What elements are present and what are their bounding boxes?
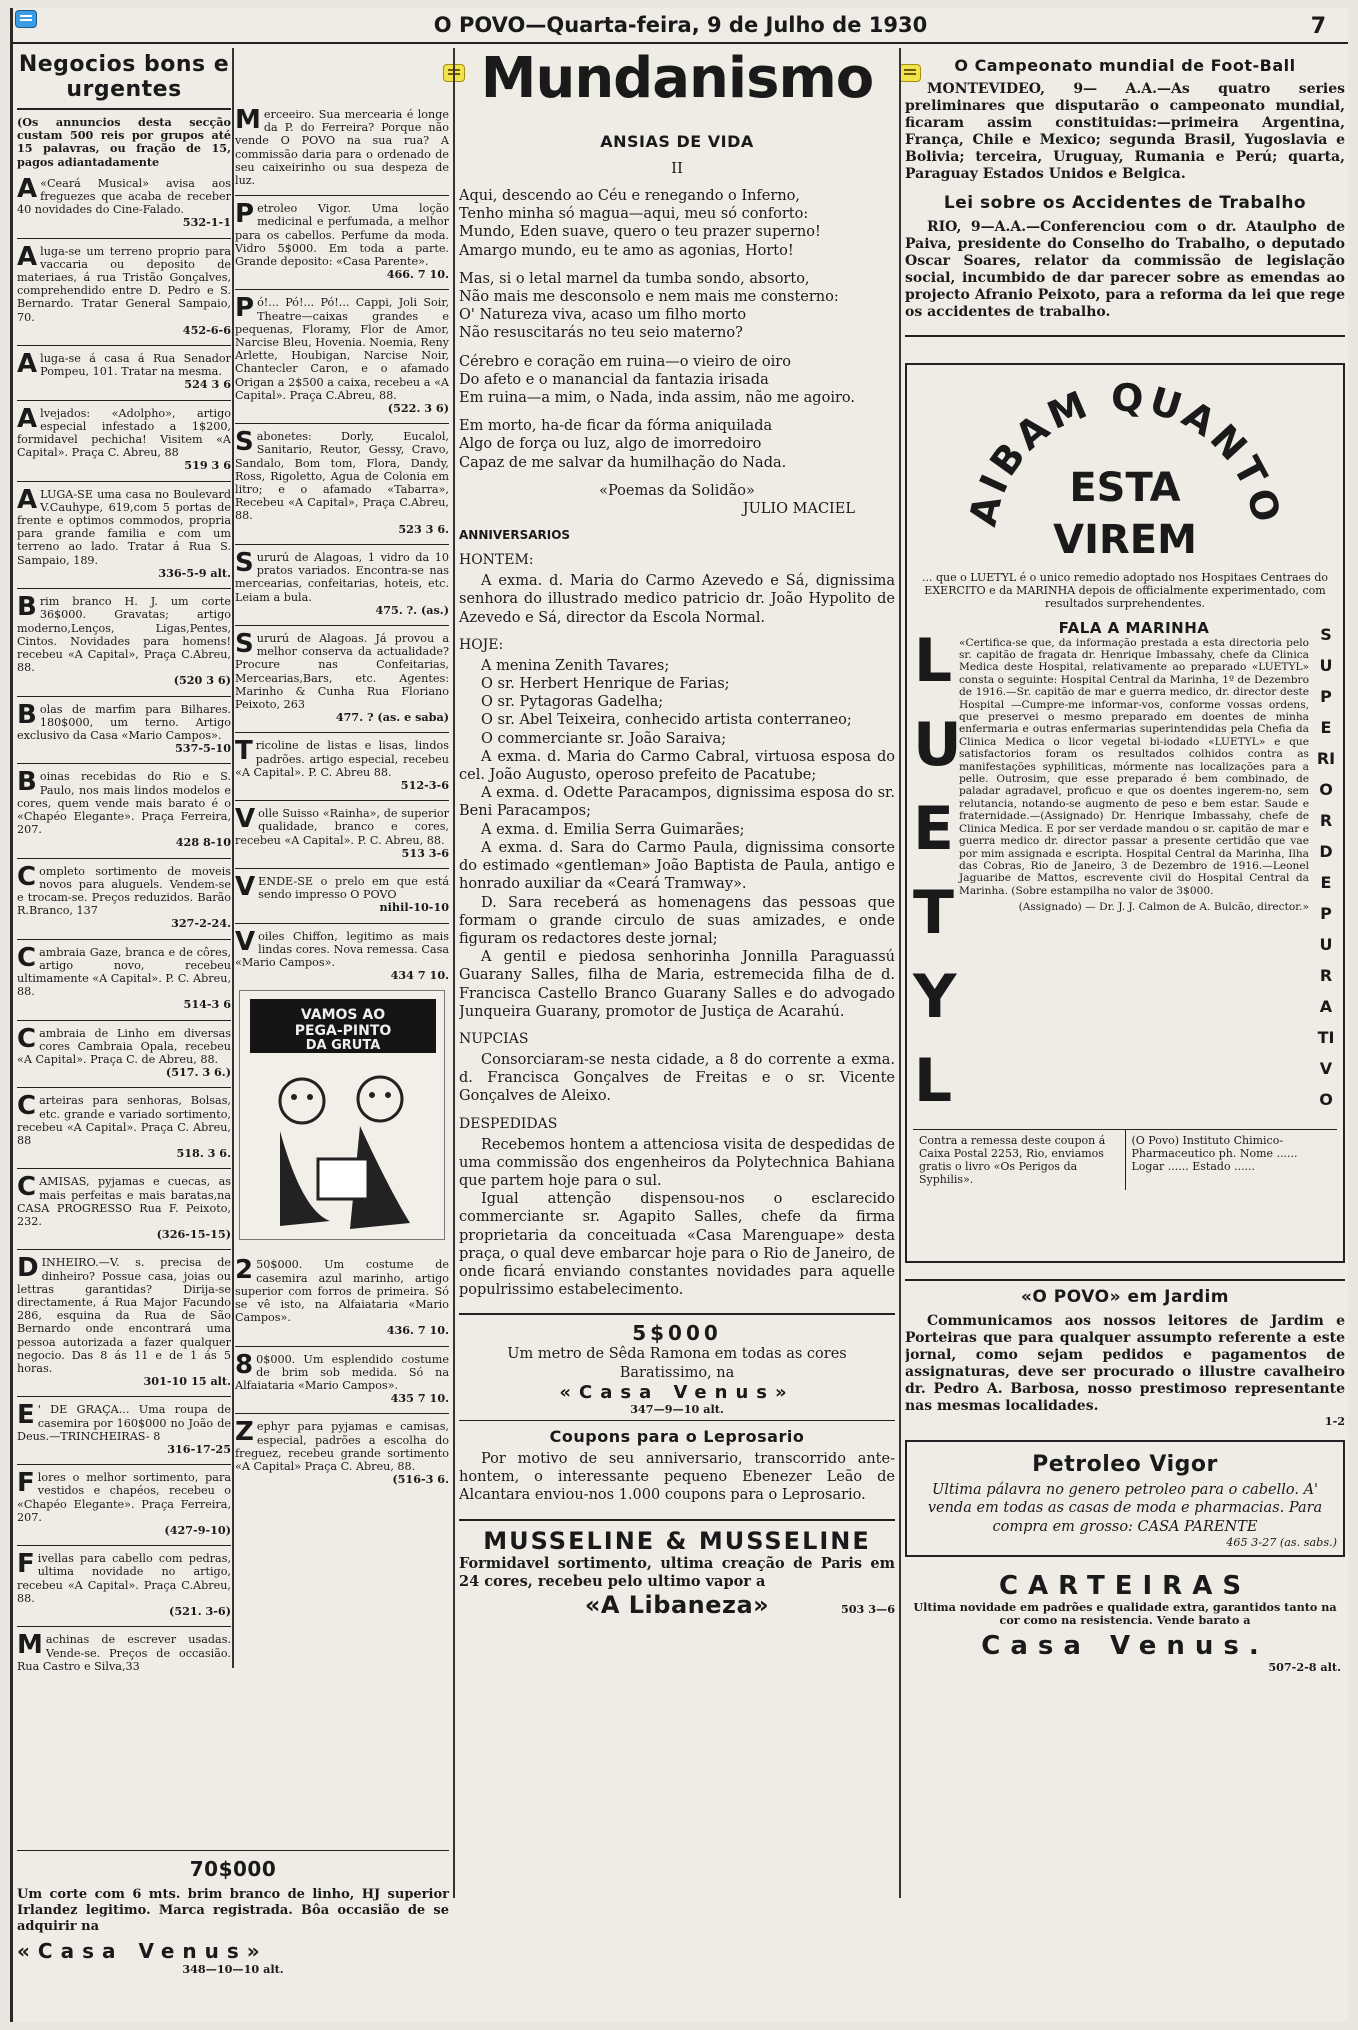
anniversary-item: O sr. Herbert Henrique de Farias; <box>481 676 730 693</box>
ad-initial: A <box>17 173 38 204</box>
ad-initial: D <box>17 1253 39 1284</box>
divider <box>17 1249 231 1250</box>
ad-initial: E <box>17 1400 35 1431</box>
article-title: «O POVO» em Jardim <box>1020 1287 1230 1307</box>
article-body: Communicamos aos nossos leitores de Jardim e Porteiras que para qualquer assumpto referente a este jornal, como sejam pedidos e pagamentos de assignaturas, deve ser procurado o illustre cavalheiro dr. Pedro A. Barbosa, nosso prestimoso representante nas mesmas localidades. <box>905 1313 1345 1414</box>
ad-initial: B <box>17 592 37 623</box>
classified-ad <box>17 173 231 230</box>
ad-text: luga-se á casa á Rua Senador Pompeu, 101. Tratar na mesma. <box>40 352 231 379</box>
ad-text: ambraia de Linho em diversas cores Cambraia Opala, recebeu «A Capital». Praça C. de Abreu, 88. <box>17 1026 231 1066</box>
ad-shop-name: «Casa Venus» <box>559 1381 795 1403</box>
ad-ref: 507-2-8 alt. <box>1268 1660 1341 1675</box>
divider <box>235 544 449 545</box>
ad-ref: 434 7 10. <box>390 968 449 983</box>
ad-ref: (520 3 6) <box>173 673 231 688</box>
ad-text: LUGA-SE uma casa no Boulevard V.Cauhype, 619,com 5 portas de frente e optimos commodos, propria para grande familia e com um terreno ao lado. Tratar á Rua S. Sampaio, 189. <box>17 487 231 567</box>
classified-ad <box>17 1253 231 1389</box>
divider <box>17 238 231 239</box>
ad-initial: S <box>235 547 254 578</box>
ad-ref: 523 3 6. <box>398 521 449 536</box>
ad-ref: 503 3—6 <box>840 1601 895 1616</box>
luetyl-vertical-tagline: SUPERIOR DEPURATIVO <box>1316 624 1336 1109</box>
luetyl-vertical-word: LUETYL <box>913 625 962 1116</box>
anniversary-item: A exma. d. Maria do Carmo Cabral, virtuosa esposa do cel. João Augusto, operoso prefeito de Pacatube; <box>459 748 895 784</box>
classified-ad <box>235 804 449 860</box>
divider <box>235 732 449 733</box>
ad-text: INHEIRO.—V. s. precisa de dinheiro? Possue casa, joias ou lettras garantidas? Dirija-se directamente, á Rua Major Facundo 286, esquina da Rua de São Bernardo onde encontrará uma pessoa autorizada a fazer qualquer negocio. Das 8 ás 11 e de 1 ás 5 horas. <box>17 1256 231 1376</box>
classified-ad <box>235 547 449 617</box>
ad-ref: 301-10 15 alt. <box>143 1374 231 1389</box>
ad-title: Petroleo Vigor <box>1032 1452 1218 1478</box>
despedidas-body <box>459 1136 895 1300</box>
divider <box>17 1087 231 1088</box>
divider <box>17 696 231 697</box>
ad-intro: ... que o LUETYL é o unico remedio adoptado nos Hospitaes Centraes do EXERCITO e da MARINHA depois de officialmente experimentado, com resultados surprehendentes. <box>922 571 1328 611</box>
ad-ref: 477. ? (as. e saba) <box>335 710 449 725</box>
social-column <box>459 48 895 2018</box>
divider <box>17 588 231 589</box>
ad-ref: (516-3 6. <box>392 1472 449 1487</box>
poem-number: II <box>671 159 683 177</box>
divider <box>459 1313 895 1315</box>
divider <box>905 1279 1345 1281</box>
divider <box>17 108 231 110</box>
ad-ref: 428 8-10 <box>175 835 231 850</box>
ad-ref: (517. 3 6.) <box>165 1065 231 1080</box>
anniversary-item: A exma. d. Sara do Carmo Paula, dignissima consorte do estimado «gentleman» João Baptista de Paula, antigo e honrado auxiliar da «Ceará Tramway». <box>459 839 895 893</box>
ad-ref: 518. 3 6. <box>176 1146 231 1161</box>
casa-venus-ad <box>17 1846 449 1976</box>
mail-coupon[interactable] <box>913 1129 1337 1190</box>
ad-text: 0$000. Um esplendido costume de brim sob medida. Só na Alfaiataria «Mario Campos». <box>235 1352 449 1392</box>
classified-ad <box>235 871 449 915</box>
poem-author: JULIO MACIEL <box>742 501 855 518</box>
divider <box>235 423 449 424</box>
classified-ad <box>17 1023 231 1080</box>
ad-ref: 513 3-6 <box>401 845 449 860</box>
ad-ref: 519 3 6 <box>184 458 231 473</box>
classified-ad <box>235 199 449 282</box>
ad-text: Um metro de Sêda Ramona em todas as cores Baratissimo, na <box>507 1346 847 1381</box>
ad-text: etroleo Vigor. Uma loção medicinal e perfumada, a melhor para os cabellos. Perfume da moda. Vidro 5$000. Em toda a parte. Grande deposito: «Casa Parente». <box>235 202 449 269</box>
classified-ad <box>17 1630 231 1673</box>
divider <box>17 1020 231 1021</box>
ad-ref: 537-5-10 <box>175 741 231 756</box>
page-number: 7 <box>1310 14 1326 39</box>
ad-text: ivellas para cabello com pedras, ultima novidade no artigo, recebeu «A Capital». Praça C.Abreu, 88. <box>17 1552 231 1605</box>
anniversary-item: O sr. Abel Teixeira, conhecido artista conterraneo; <box>481 712 852 729</box>
stamp-middle-text: ESTA <box>1069 465 1181 511</box>
divider <box>17 1168 231 1169</box>
classifieds-column <box>17 48 231 1878</box>
classified-ad <box>17 241 231 337</box>
divider <box>17 1850 449 1851</box>
classified-ad <box>235 293 449 416</box>
divider <box>235 1346 449 1347</box>
ad-text: Um corte com 6 mts. brim branco de linho, HJ superior Irlandez legitimo. Marca registrada. Bôa occasião de se adquirir na <box>17 1887 449 1934</box>
ad-text: Ultima pálavra no genero petroleo para o cabello. A' venda em todas as casas de moda e pharmacias. Para compra em grosso: CASA PARENTE <box>927 1482 1323 1535</box>
divider <box>235 868 449 869</box>
classified-ad <box>17 1549 231 1619</box>
article-title: Lei sobre os Accidentes de Trabalho <box>943 193 1307 213</box>
article-body: RIO, 9—A.A.—Conferenciou com o dr. Ataulpho de Paiva, presidente do Conselho do Trabalho, o deputado Oscar Soares, relator da commissão de legislação social, incumbido de dar parecer sobre as emendas ao projecto Afranio Peixoto, para a reforma da lei que rege os accidentes de trabalho. <box>905 219 1345 320</box>
ad-initial: P <box>235 199 255 230</box>
ad-initial: V <box>235 926 256 957</box>
divider <box>17 1464 231 1465</box>
poem-body <box>459 187 895 472</box>
ad-shop-name: «A Libaneza» <box>584 1590 770 1619</box>
divider <box>235 289 449 290</box>
ad-text: erceeiro. Sua mercearia é longe da P. do Ferreira? Porque não vende O POVO na sua rua? A commissão daria para o ordenado de seu caixeirinho ou sua despeza de luz. <box>235 108 449 188</box>
ad-text: ricoline de listas e lisas, lindos padrões. artigo especial, recebeu «A Capital». P. C. Abreu 88. <box>235 739 449 779</box>
divider <box>459 1519 895 1521</box>
article-title: O Campeonato mundial de Foot-Ball <box>954 56 1296 75</box>
illustration-caption-line: DA GRUTA <box>305 1038 381 1054</box>
ad-ref: 348—10—10 alt. <box>182 1962 284 1976</box>
section-label: NUPCIAS <box>459 1030 529 1047</box>
ad-initial: A <box>17 349 38 380</box>
ad-ref: nihil-10-10 <box>379 900 449 915</box>
masthead-line: O POVO—Quarta-feira, 9 de Julho de 1930 <box>433 13 928 37</box>
anniversary-item: O commerciante sr. João Saraiva; <box>481 730 727 747</box>
ad-text: oiles Chiffon, legitimo as mais lindas cores. Nova remessa. Casa «Mario Campos». <box>235 929 449 969</box>
classified-ad <box>235 1255 449 1338</box>
ad-ref: (326-15-15) <box>156 1227 231 1242</box>
illustration-caption-line: PEGA-PINTO <box>294 1023 392 1040</box>
classified-ad <box>235 1417 449 1487</box>
ad-title: CARTEIRAS <box>998 1571 1252 1602</box>
ad-initial: F <box>17 1549 35 1580</box>
section-label: HONTEM: <box>459 552 534 569</box>
petroleo-vigor-ad <box>905 1440 1345 1557</box>
classified-ad <box>17 349 231 392</box>
ad-text: olle Suisso «Rainha», de superior qualidade, branco e cores, recebeu «A Capital». P. C. Abreu, 88. <box>235 807 449 847</box>
classified-ad <box>17 1091 231 1161</box>
ad-text: olas de marfim para Bilhares. 180$000, um terno. Artigo exclusivo da Casa «Mario Campos». <box>17 702 231 742</box>
coupon-form: (O Povo) Instituto Chimico-Pharmaceutico ph. Nome ...... Logar ...... Estado ...... <box>1125 1130 1338 1190</box>
divider <box>905 335 1345 337</box>
anniversary-item: A exma. d. Odette Paracampos, dignissima esposa do sr. Beni Paracampos; <box>459 785 895 820</box>
ad-initial: A <box>17 403 38 434</box>
divider <box>17 345 231 346</box>
classified-ad <box>17 592 231 688</box>
ad-ref: 436. 7 10. <box>386 1323 449 1338</box>
divider <box>235 625 449 626</box>
ad-text: ururú de Alagoas. Já provou a melhor conserva da actualidade? Procure nas Confeitarias, Mercearias,Bars, etc. Agentes: Marinho & Cunha Rua Floriano Peixoto, 263 <box>235 631 449 711</box>
ad-shop-name: Casa Venus. <box>981 1631 1269 1662</box>
anniversary-list <box>459 657 895 1021</box>
column-divider <box>453 48 455 1898</box>
column-divider <box>232 48 234 1668</box>
poem-stanza: Aqui, descendo ao Céu e renegando o Inferno, Tenho minha só magua—aqui, meu só conforto: Mundo, Eden suave, quero o teu prazer superno! Amargo mundo, eu te amo as agonias, Horto! <box>459 188 821 259</box>
ad-initial: B <box>17 699 37 730</box>
ad-initial: C <box>17 1091 37 1122</box>
ad-ref: 512-3-6 <box>400 777 449 792</box>
page-title: Mundanismo <box>480 48 874 111</box>
classified-ad <box>235 1349 449 1406</box>
ad-text: oinas recebidas do Rio e S. Paulo, nos mais lindos modelos e cores, quem vende mais barato é o «Chapéo Elegante». Praça Ferreira, 207. <box>17 770 231 837</box>
classified-ad <box>17 942 231 1012</box>
ad-text: rim branco H. J. um corte 36$000. Gravatas; artigo moderno,Lenços, Ligas,Pentes, Cintos. Novidades para homens! recebeu «A Capital», Praça C.Abreu, 88. <box>17 595 231 675</box>
anniversary-item: A gentil e piedosa senhorinha Jonnilla Paraguassú Guarany Salles, filha de Maria, estremecida filha de d. Francisca Castello Branco Guarany Salles e do advogado Junqueira Guarany, promotor de Justiça de Acarahú. <box>459 949 895 1020</box>
ad-text: luga-se um terreno proprio para vaccaria ou deposito de materiaes, á rua Tristão Gonçalves, comprehendido entre D. Pedro e S. Bernardo. Tratar General Sampaio, 70. <box>17 244 231 324</box>
ad-initial: M <box>235 105 261 135</box>
ad-ref: (522. 3 6) <box>387 401 449 416</box>
ad-ref: 465 3-27 (as. sabs.) <box>1226 1535 1337 1549</box>
cartoon-illustration <box>239 990 445 1240</box>
newspaper-page <box>10 8 1348 2022</box>
ad-ref: 452-6-6 <box>182 322 231 337</box>
article-body: Por motivo de seu anniversario, transcorrido ante-hontem, o interessante pequeno Ebenezer Leão de Alcantara enviou-nos 1.000 coupons para o Leprosario. <box>459 1450 895 1504</box>
divider <box>459 1420 895 1421</box>
news-column <box>905 48 1345 2018</box>
divider <box>235 923 449 924</box>
ad-price: 70$000 <box>189 1857 277 1881</box>
classified-ad <box>17 699 231 756</box>
ad-ref: (521. 3-6) <box>169 1604 231 1619</box>
ad-text: lores o melhor sortimento, para vestidos e chapéos, recebeu o «Chapéo Elegante». Praça Ferreira, 207. <box>17 1471 231 1524</box>
section-label: HOJE: <box>459 636 504 653</box>
ad-text: ururú de Alagoas, 1 vidro da 10 pratos variados. Encontra-se nas mercearias, confeitarias, hoteis, etc. Leiam a bula. <box>235 550 449 604</box>
classifieds-column-2 <box>235 48 449 1878</box>
ad-text: ompleto sortimento de moveis novos para aluguels. Vendem-se e trocam-se. Preços reduzidos. Barão R.Branco, 137 <box>17 864 231 918</box>
ad-ref: 347—9—10 alt. <box>630 1401 724 1416</box>
nupcias-paragraph: Consorciaram-se nesta cidade, a 8 do corrente a exma. d. Francisca Gonçalves de Freitas e o sr. Vicente Gonçalves de Aleixo. <box>459 1051 895 1105</box>
section-title: Negocios bons e urgentes <box>18 52 230 102</box>
ad-initial: S <box>235 427 254 458</box>
ad-body: «Certifica-se que, da informação prestada a esta directoria pelo sr. capitão de fragata dr. Henrique Imbassahy, chefe da Clinica Medica deste Hospital, relativamente ao preparado «LUETYL» consta o seguinte: Hospital Central da Marinha, 1º de Dezembro de 1916.—Sr. capitão de mar e guerra medico, dr. director deste Hospital —Cumpre-me informar-vos, conforme vossas ordens, que preservei o mesmo preparado em doentes de minha enfermaria e outras enfermarias superintendidas pela Chefia da Clinica Medica o licor vegetal bi-iodado «LUETYL» e que satisfactorios foram os resultados colhidos contra as manifestações syphiliticas, mórmente nas localizações para a pelle. Outrosim, que esse preparado é bem combinado, de paladar agradavel, proficuo e que os doentes ingerem-no, sem relutancia, notando-se augmento de peso e bem estar. Saude e fraternidade.—(Assignado) Dr. Henrique Imbassahy, chefe de Clinica Medica. E por ser verdade mandou o sr. capitão de mar e guerra medico dr. director passar a presente certidão que vae por mim assignada e escripta. Hospital Central da Marinha, Ilha das Cobras, Rio de Janeiro, 3 de Dezembro de 1916.—Leonel Jaguaribe de Mattos, escrevente civil do Hospital Central da Marinha. (Sobre estampilha no valor de 3$000. <box>959 636 1309 897</box>
poem-stanza: Em morto, ha-de ficar da fórma aniquilada Algo de força ou luz, algo de imorredoiro Capaz de me salvar da humilhação do Nada. <box>459 418 787 471</box>
ad-signature: (Assignado) — Dr. J. J. Calmon de A. Bulcão, director.» <box>1018 901 1309 914</box>
anniversary-item: A exma. d. Emilia Serra Guimarães; <box>481 821 745 838</box>
ad-ref: (427-9-10) <box>164 1523 231 1538</box>
luetyl-ad-box <box>905 363 1345 1263</box>
classified-ad <box>17 1468 231 1538</box>
illustration-caption-line: VAMOS AO <box>300 1007 386 1024</box>
classified-ad <box>235 926 449 983</box>
ad-initial: A <box>17 484 38 515</box>
despedidas-paragraph: Recebemos hontem a attenciosa visita de despedidas de uma commissão dos engenheiros da Polytechnica Bahiana que partem hoje para o sul. <box>459 1136 895 1189</box>
ad-text: lvejados: «Adolpho», artigo especial infestado a 1$200, formidavel pechicha! Visitem «A Capital». Praça C. Abreu, 88 <box>17 406 231 460</box>
section-label: ANNIVERSARIOS <box>459 528 571 543</box>
saibam-quantos-stamp <box>965 371 1285 571</box>
ad-initial: 8 <box>235 1349 254 1380</box>
ad-ref: 514-3 6 <box>183 997 231 1012</box>
ad-shop-name: «Casa Venus» <box>17 1939 268 1963</box>
illustration-graphic <box>240 991 446 1241</box>
classified-ad <box>17 484 231 580</box>
classified-ads-list <box>235 1255 449 1487</box>
ad-text: AMISAS, pyjamas e cuecas, as mais perfeitas e mais baratas,na CASA PROGRESSO Rua F. Peixoto, 232. <box>17 1175 231 1229</box>
ad-ref: 1-2 <box>1324 1414 1345 1428</box>
classified-ad <box>235 105 449 188</box>
column-divider <box>899 48 901 1898</box>
classified-ad <box>235 427 449 536</box>
ad-initial: C <box>17 1172 37 1203</box>
divider <box>17 763 231 764</box>
divider <box>17 939 231 940</box>
poem-stanza: Mas, si o letal marnel da tumba sondo, absorto, Não mais me desconsolo e nem mais me consterno: O' Natureza viva, acaso um filho morto Não resuscitarás no teu seio materno? <box>459 270 839 342</box>
poem-stanza: Cérebro e coração em ruina—o vieiro de oiro Do afeto e o manancial da fantazia irisada Em ruina—a mim, o Nada, inda assim, não me agoiro. <box>459 353 855 407</box>
anniversary-item: D. Sara receberá as homenagens das pessoas que formam o grande circulo de suas amizades, e onde figuram os redactores deste jornal; <box>459 894 895 947</box>
poem-title: ANSIAS DE VIDA <box>600 132 754 151</box>
ad-text: ' DE GRAÇA... Uma roupa de casemira por 160$000 no João de Deus.—TRINCHEIRAS- 8 <box>17 1403 231 1443</box>
ad-price: 5$000 <box>632 1321 722 1346</box>
ad-initial: B <box>17 767 37 798</box>
ad-ref: 532-1-1 <box>182 215 231 230</box>
ad-text: ambraia Gaze, branca e de côres, artigo novo, recebeu ultimamente «A Capital». P. C. Abreu, 88. <box>17 945 231 999</box>
divider <box>17 1626 231 1627</box>
divider <box>235 195 449 196</box>
divider <box>17 400 231 401</box>
ad-text: 50$000. Um costume de casemira azul marinho, artigo superior com forros de primeira. Só se vê isto, na Alfaiataria «Mario Campos». <box>235 1258 449 1325</box>
classifieds-intro: (Os annuncios desta secção custam 500 reis por grupos até 15 palavras, ou fração de 15, pagos adiantadamente <box>17 115 231 169</box>
divider <box>17 1545 231 1546</box>
poem-source: «Poemas da Solidão» <box>599 482 755 499</box>
ad-text: ENDE-SE o prelo em que está sendo impresso O POVO <box>258 874 449 902</box>
carteiras-ad <box>905 1567 1345 1679</box>
ad-initial: T <box>235 736 253 767</box>
ad-initial: Z <box>235 1417 254 1448</box>
article-body: MONTEVIDEO, 9— A.A.—As quatro series preliminares que disputarão o campeonato mundial, ficaram assim constituidas:—primeira Argentina, França, Chile e Mexico; segunda Brasil, Yugoslavia e Bolivia; terceira, Uruguay, Rumania e Perú; quarta, Paraguay Estados Unidos e Belgica. <box>905 81 1345 182</box>
anniversary-item: O sr. Pytagoras Gadelha; <box>481 694 664 711</box>
anniversary-item: A menina Zenith Tavares; <box>481 657 670 674</box>
ad-ref: 316-17-25 <box>167 1442 231 1457</box>
ad-initial: F <box>17 1468 35 1499</box>
ad-ref: 336-5-9 alt. <box>158 565 231 580</box>
ad-heading: FALA A MARINHA <box>1058 618 1210 637</box>
stamp-arc-text: AIBAM QUANTO <box>965 375 1285 531</box>
masthead <box>13 8 1348 44</box>
ad-initial: A <box>17 241 38 272</box>
stamp-graphic <box>965 371 1285 571</box>
divider <box>17 481 231 482</box>
ad-initial: C <box>17 1023 37 1054</box>
ad-text: Ultima novidade em padrões e qualidade extra, garantidos tanto na cor como na resistencia. Vende barato a <box>913 1600 1337 1628</box>
ad-initial: S <box>235 628 254 659</box>
ad-ref: 524 3 6 <box>184 377 231 392</box>
ad-initial: C <box>17 861 37 892</box>
ad-text: abonetes: Dorly, Eucalol, Sanitario, Reutor, Gessy, Cravo, Sandalo, Bom tom, Flora, Dandy, Ross, Rigoletto, Agua de Colonia em litro; e o afamado «Tabarra», Recebeu «A Capital», Praça C.Abreu, 88. <box>235 430 449 523</box>
ad-initial: V <box>235 871 256 902</box>
ad-text: achinas de escrever usadas. Vende-se. Preços de occasião. Rua Castro e Silva,33 <box>17 1633 231 1673</box>
ad-ref: 435 7 10. <box>390 1391 449 1406</box>
ad-initial: V <box>235 804 256 835</box>
ad-text: arteiras para senhoras, Bolsas, etc. grande e variado sortimento, recebeu «A Capital». Praça C. Abreu, 88 <box>17 1094 231 1147</box>
divider <box>17 1396 231 1397</box>
ad-initial: P <box>235 293 255 324</box>
ad-text: ó!... Pó!... Pó!... Cappi, Joli Soir, Theatre—caixas grandes e pequenas, Floramy, Flor de Amor, Narcise Bleu, Hovenia. Noemia, Reny Arlette, Houbigan, Narcise Noir, Chantecler Caron, e o afamado Origan a 2$500 a caixa, recebeu a «A Capital». Praça C.Abreu, 88. <box>235 296 449 402</box>
section-label: DESPEDIDAS <box>459 1115 558 1132</box>
classified-ad <box>235 628 449 725</box>
classified-ads-list <box>17 173 231 1673</box>
anniversary-paragraph: A exma. d. Maria do Carmo Azevedo e Sá, dignissima senhora do illustrado medico patricio dr. João Hypolito de Azevedo e Sá, director da Escola Normal. <box>459 573 895 626</box>
classified-ad <box>17 1400 231 1457</box>
ad-ref: 466. 7 10. <box>386 267 449 282</box>
ad-text: Formidavel sortimento, ultima creação de Paris em 24 cores, recebeu pelo ultimo vapor a <box>459 1554 895 1590</box>
stamp-bottom-text: VIREM <box>1053 517 1197 563</box>
divider <box>235 800 449 801</box>
ad-title: MUSSELINE & MUSSELINE <box>483 1526 871 1555</box>
classified-ad <box>17 403 231 473</box>
classified-ad <box>235 736 449 792</box>
classified-ad <box>17 861 231 931</box>
divider <box>235 1413 449 1414</box>
coupon-instructions: Contra a remessa deste coupon á Caixa Postal 2253, Rio, enviamos gratis o livro «Os Perigos da Syphilis». <box>919 1133 1106 1186</box>
ad-ref: 327-2-24. <box>171 916 231 931</box>
ad-text: ephyr para pyjamas e camisas, especial, padrões a escolha do freguez, recebeu grande sortimento «A Capital» Praça C. Abreu, 88. <box>235 1420 449 1474</box>
despedidas-paragraph: Igual attenção dispensou-nos o esclarecido commerciante sr. Agapito Salles, chefe da firma proprietaria da conceituada «Casa Marenguape» desta praça, o qual deve embarcar hoje para o Rio de Janeiro, de onde ficará enviando constantes novidades para aquelle populrissimo estabelecimento. <box>459 1191 895 1299</box>
classified-ad <box>17 1172 231 1242</box>
ad-ref: 475. ?. (as.) <box>375 602 449 617</box>
ad-initial: 2 <box>235 1255 254 1286</box>
article-title: Coupons para o Leprosario <box>549 1426 805 1446</box>
ad-initial: M <box>17 1630 43 1661</box>
classified-ads-list <box>235 105 449 983</box>
classified-ad <box>17 767 231 850</box>
ad-text: «Ceará Musical» avisa aos freguezes que acaba de receber 40 novidades do Cine-Falado. <box>17 176 231 217</box>
ad-initial: C <box>17 942 37 973</box>
divider <box>17 858 231 859</box>
